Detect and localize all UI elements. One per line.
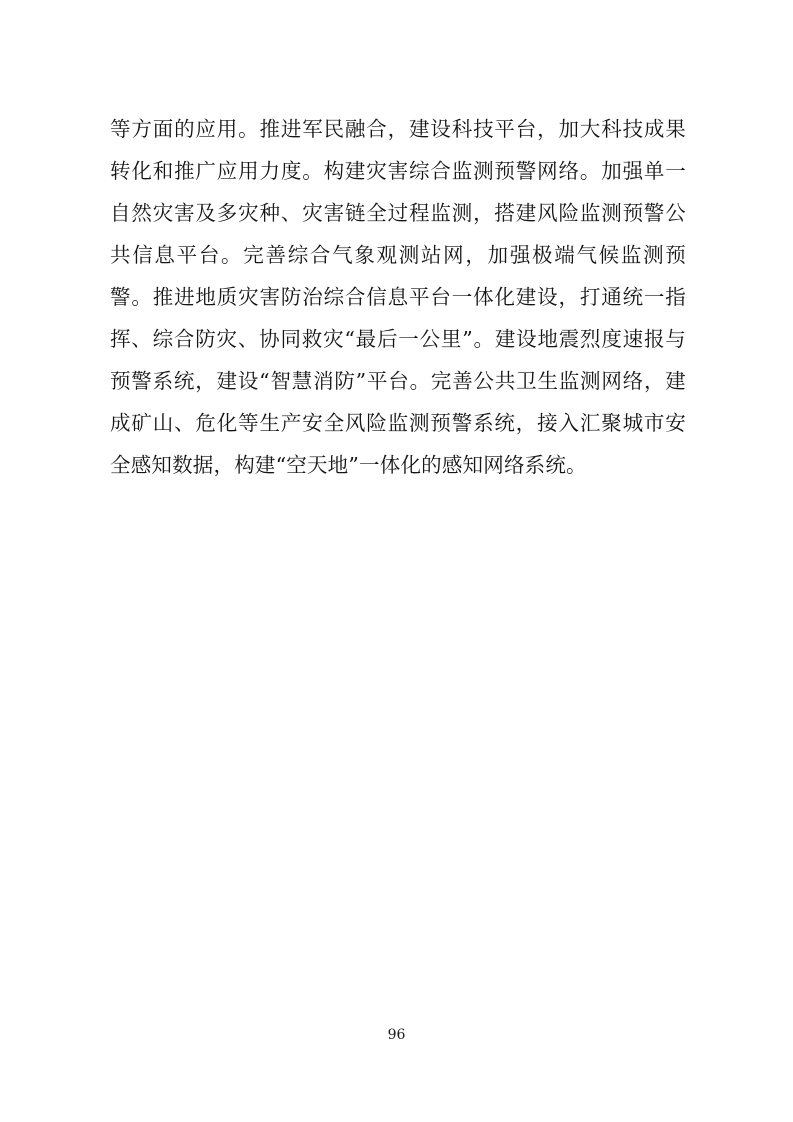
page-content <box>110 108 686 486</box>
body-paragraph: 等方面的应用。推进军民融合，建设科技平台，加大科技成果转化和推广应用力度。构建灾害综合监测预警网络。加强单一自然灾害及多灾种、灾害链全过程监测，搭建风险监测预警公共信息平台。完善综合气象观测站网，加强极端气候监测预警。推进地质灾害防治综合信息平台一体化建设，打通统一指挥、综合防灾、协同救灾“最后一公里”。建设地震烈度速报与预警系统，建设“智慧消防”平台。完善公共卫生监测网络，建成矿山、危化等生产安全风险监测预警系统，接入汇聚城市安全感知数据，构建“空天地”一体化的感知网络系统。 <box>110 117 686 477</box>
page-number: 96 <box>387 1027 406 1043</box>
